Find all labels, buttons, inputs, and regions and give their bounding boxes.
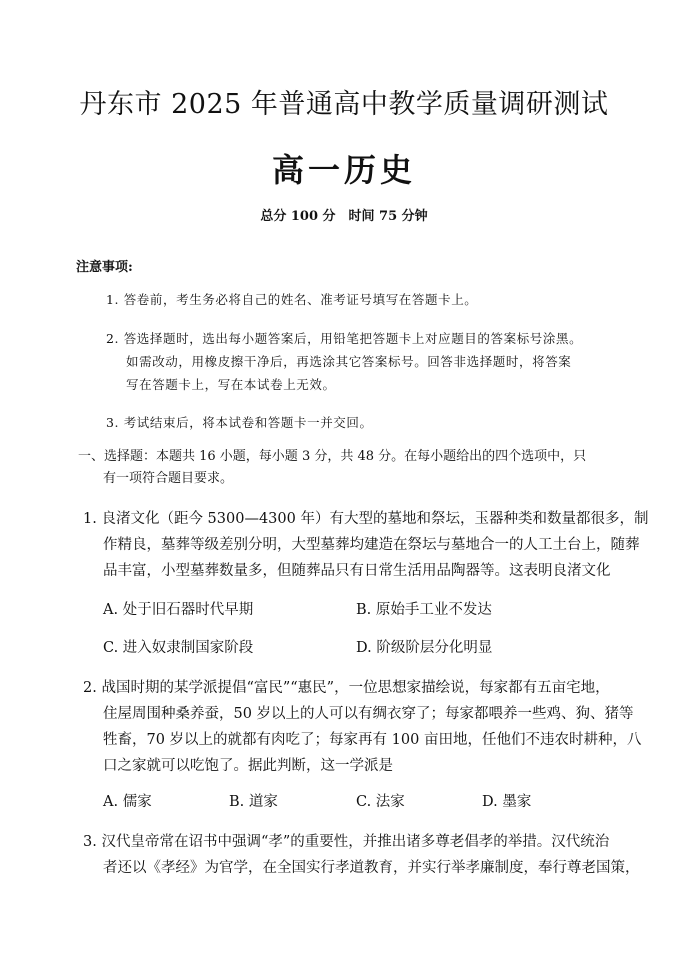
question-2-text: 住屋周围种桑养蚕，50 岁以上的人可以有绸衣穿了；每家都喂养一些鸡、狗、猪等 (103, 706, 634, 722)
question-1-text: 作精良，墓葬等级差别分明，大型墓葬均建造在祭坛与墓地合一的人工土台上，随葬 (103, 537, 640, 553)
question-2-option-d: D. 墨家 (482, 794, 532, 810)
question-2-text: 口之家就可以吃饱了。据此判断，这一学派是 (103, 758, 393, 774)
notice-heading: 注意事项: (76, 260, 133, 275)
notice-item-1: 1. 答卷前，考生务必将自己的姓名、准考证号填写在答题卡上。 (106, 292, 478, 307)
subject-title: 高一历史 (271, 151, 416, 189)
notice-item-3: 3. 考试结束后，将本试卷和答题卡一并交回。 (106, 415, 373, 430)
question-1-text: 品丰富，小型墓葬数量多，但随葬品只有日常生活用品陶器等。这表明良渚文化 (103, 563, 611, 579)
section-heading-cont: 有一项符合题目要求。 (103, 471, 234, 486)
question-2-option-b: B. 道家 (229, 794, 278, 810)
question-2-option-a: A. 儒家 (103, 794, 152, 810)
exam-title: 丹东市 2025 年普通高中教学质量调研测试 (79, 89, 609, 120)
question-1-option-b: B. 原始手工业不发达 (356, 602, 492, 618)
score-time: 总分 100 分 时间 75 分钟 (260, 209, 428, 224)
question-2-text: 牲畜，70 岁以上的就都有肉吃了；每家再有 100 亩田地，任他们不违农时耕种，八 (103, 732, 642, 748)
question-1-text: 1. 良渚文化（距今 5300—4300 年）有大型的墓地和祭坛，玉器种类和数量都很多，制 (83, 511, 649, 527)
question-1-option-a: A. 处于旧石器时代早期 (103, 602, 254, 618)
question-3-text: 3. 汉代皇帝常在诏书中强调“孝”的重要性，并推出诸多尊老倡孝的举措。汉代统治 (83, 834, 610, 850)
question-2-text: 2. 战国时期的某学派提倡“富民”“惠民”，一位思想家描绘说，每家都有五亩宅地， (83, 680, 610, 696)
question-2-option-c: C. 法家 (356, 794, 405, 810)
notice-item-2-cont: 如需改动，用橡皮擦干净后，再选涂其它答案标号。回答非选择题时，将答案 (126, 354, 572, 369)
question-1-option-d: D. 阶级阶层分化明显 (356, 640, 493, 656)
question-3-text: 者还以《孝经》为官学，在全国实行孝道教育，并实行举孝廉制度，奉行尊老国策， (103, 860, 640, 876)
notice-item-2: 2. 答选择题时，选出每小题答案后，用铅笔把答题卡上对应题目的答案标号涂黑。 (106, 331, 583, 346)
notice-item-2-cont: 写在答题卡上，写在本试卷上无效。 (126, 377, 336, 392)
section-heading: 一、选择题：本题共 16 小题，每小题 3 分，共 48 分。在每小题给出的四个选项中，只 (78, 449, 587, 464)
question-1-option-c: C. 进入奴隶制国家阶段 (103, 640, 254, 656)
